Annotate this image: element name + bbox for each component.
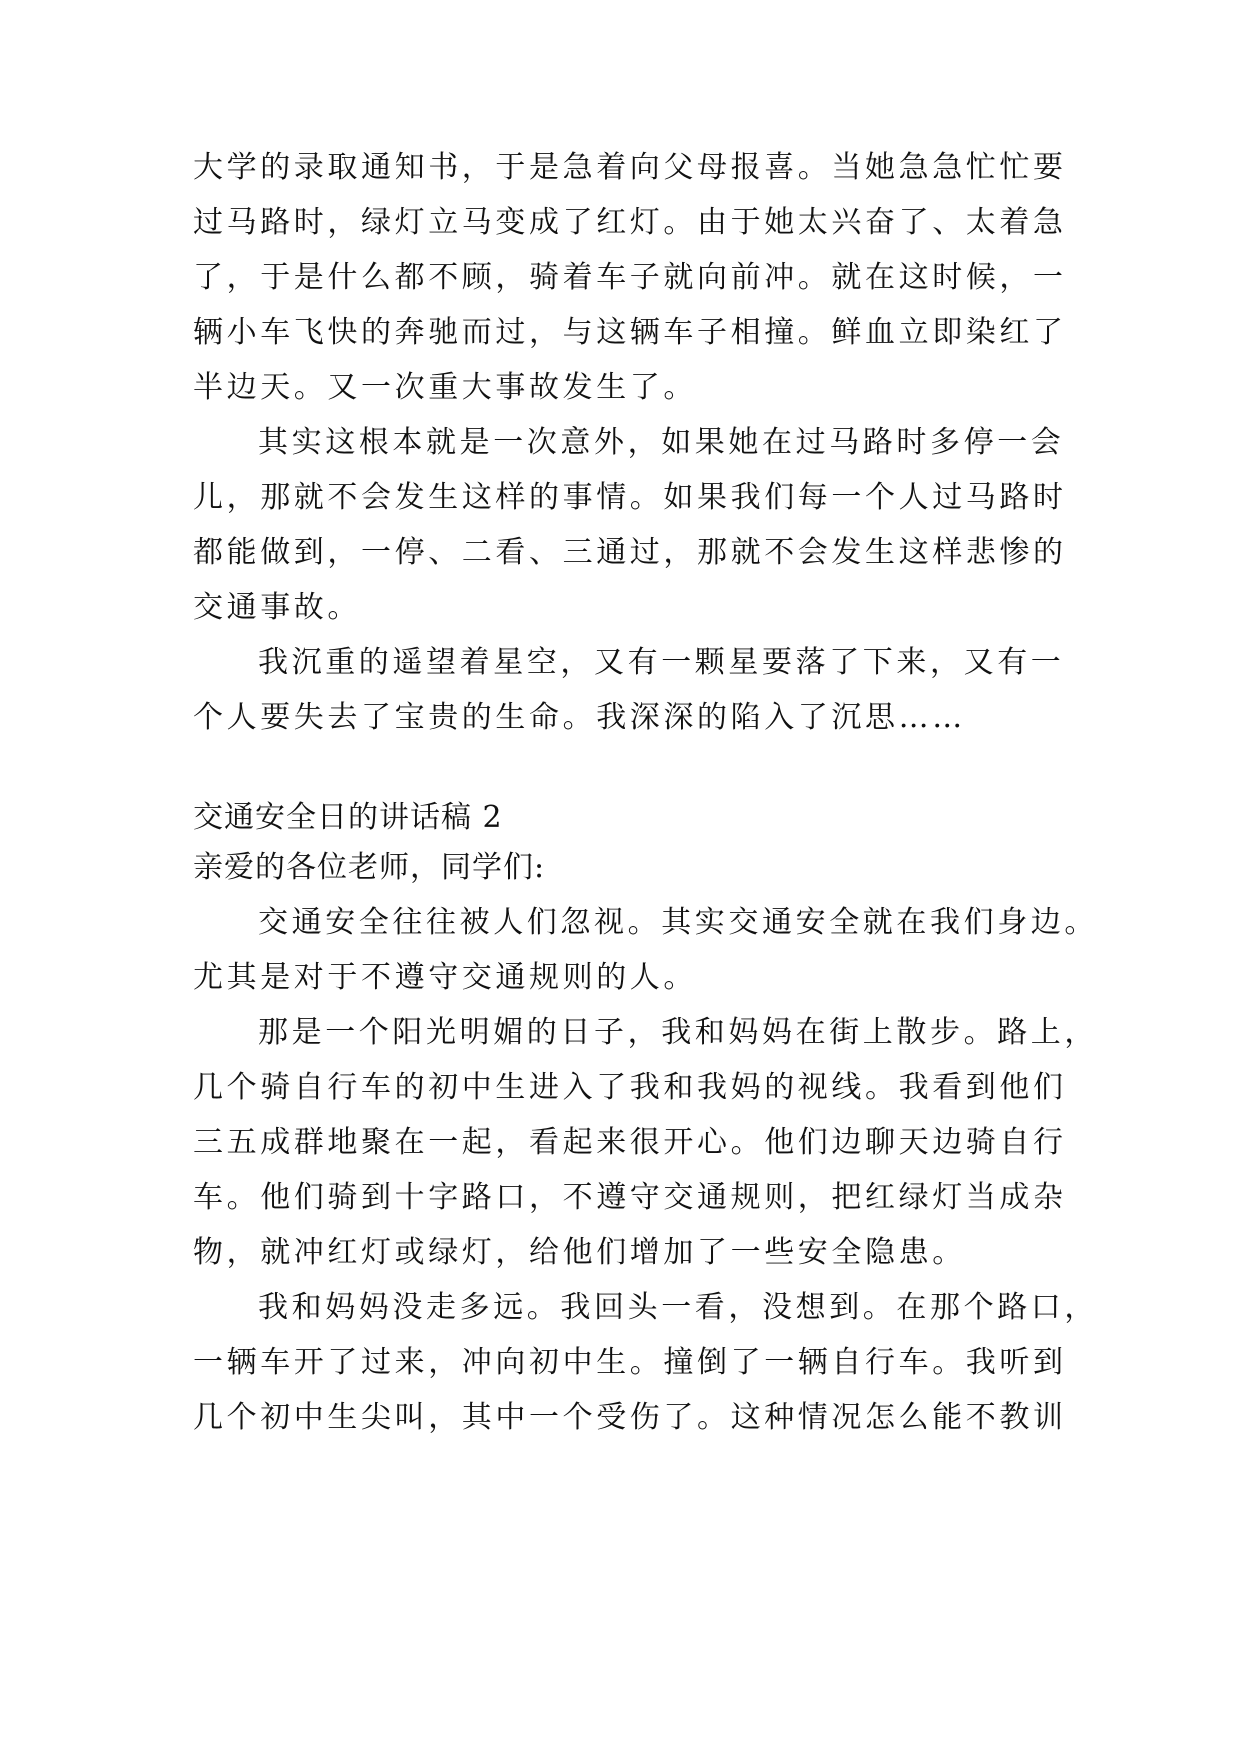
paragraph-line: 个人要失去了宝贵的生命。我深深的陷入了沉思…… [193,700,966,735]
paragraph-first-line: 交通安全往往被人们忽视。其实交通安全就在我们身边。 [258,905,1098,940]
paragraph-line: 三五成群地聚在一起，看起来很开心。他们边聊天边骑自行 [193,1125,1067,1160]
paragraph-first-line: 我和妈妈没走多远。我回头一看，没想到。在那个路口， [258,1290,1098,1325]
paragraph-line: 交通事故。 [193,590,361,625]
paragraph-line: 辆小车飞快的奔驰而过，与这辆车子相撞。鲜血立即染红了 [193,315,1067,350]
section-title: 交通安全日的讲话稿 2 [193,800,503,835]
paragraph-line: 几个初中生尖叫，其中一个受伤了。这种情况怎么能不教训 [193,1400,1067,1435]
paragraph-first-line: 我沉重的遥望着星空，又有一颗星要落了下来，又有一 [258,645,1065,680]
paragraph-line: 都能做到，一停、二看、三通过，那就不会发生这样悲惨的 [193,535,1067,570]
paragraph-line: 尤其是对于不遵守交通规则的人。 [193,960,697,995]
paragraph-line: 几个骑自行车的初中生进入了我和我妈的视线。我看到他们 [193,1070,1067,1105]
paragraph-line: 过马路时，绿灯立马变成了红灯。由于她太兴奋了、太着急 [193,205,1067,240]
paragraph-line: 一辆车开了过来，冲向初中生。撞倒了一辆自行车。我听到 [193,1345,1067,1380]
paragraph-line: 半边天。又一次重大事故发生了。 [193,370,697,405]
paragraph-first-line: 其实这根本就是一次意外，如果她在过马路时多停一会 [258,425,1065,460]
paragraph-line: 了，于是什么都不顾，骑着车子就向前冲。就在这时候，一 [193,260,1067,295]
greeting: 亲爱的各位老师，同学们: [193,850,546,885]
paragraph-line: 儿，那就不会发生这样的事情。如果我们每一个人过马路时 [193,480,1067,515]
paragraph-first-line: 那是一个阳光明媚的日子，我和妈妈在街上散步。路上， [258,1015,1098,1050]
paragraph-line: 物，就冲红灯或绿灯，给他们增加了一些安全隐患。 [193,1235,966,1270]
paragraph-line: 车。他们骑到十字路口，不遵守交通规则，把红绿灯当成杂 [193,1180,1067,1215]
paragraph-line: 大学的录取通知书，于是急着向父母报喜。当她急急忙忙要 [193,150,1067,185]
